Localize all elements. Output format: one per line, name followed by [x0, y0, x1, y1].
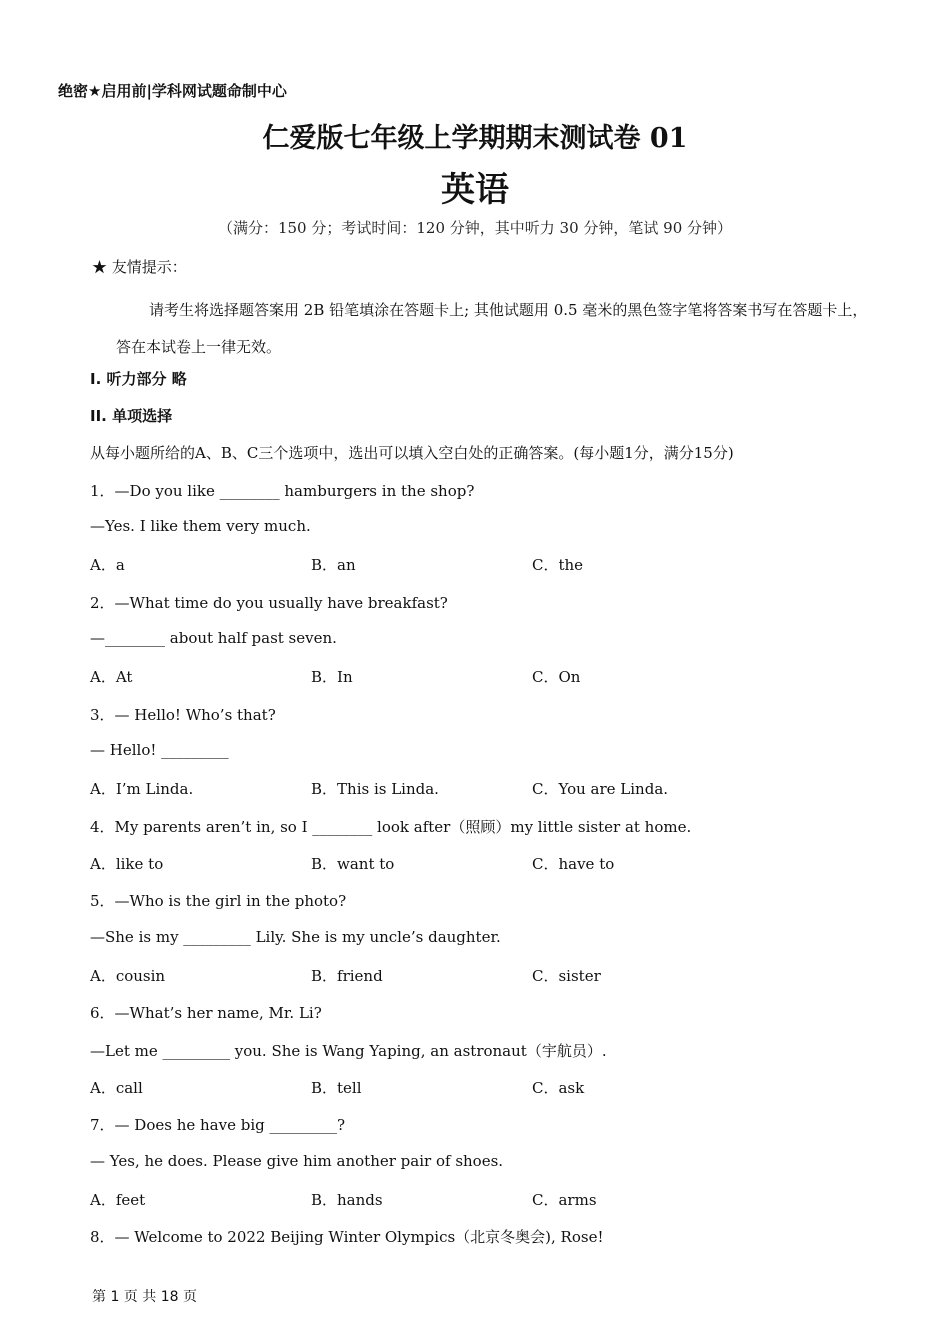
section-listening: I. 听力部分 略: [90, 370, 187, 388]
option-c: C．arms: [532, 1191, 597, 1209]
option-b: B．In: [311, 668, 353, 686]
option-c: C．the: [532, 556, 584, 574]
option-a: A．like to: [90, 855, 164, 873]
section-single-choice: II. 单项选择: [90, 407, 173, 425]
option-b: B．an: [311, 556, 356, 574]
option-b: B．friend: [311, 967, 383, 985]
option-a: A．I’m Linda.: [90, 780, 194, 798]
question-line: 4．My parents aren’t in, so I ________ look after（照顾）my little sister at home.: [90, 818, 692, 836]
option-c: C．have to: [532, 855, 615, 873]
option-a: A．a: [90, 556, 125, 574]
confidential-label: 绝密★启用前|学科网试题命制中心: [58, 82, 287, 100]
option-b: B．hands: [311, 1191, 383, 1209]
tips-text: 请考生将选择题答案用 2B 铅笔填涂在答题卡上; 其他试题用 0.5 毫米的黑色签字笔将答案书写在答题卡上，答在本试卷上一律无效。: [116, 301, 868, 356]
score-info: （满分：150 分；考试时间：120 分钟，其中听力 30 分钟，笔试 90 分钟）: [217, 219, 733, 237]
page-number: 第 1 页 共 18 页: [92, 1289, 197, 1305]
question-line: 7．— Does he have big _________?: [90, 1116, 346, 1134]
option-b: B．tell: [311, 1079, 362, 1097]
question-line: 3．— Hello! Who’s that?: [90, 706, 276, 724]
option-c: C．On: [532, 668, 581, 686]
question-line: 2．—What time do you usually have breakfast?: [90, 594, 448, 612]
option-a: A．feet: [90, 1191, 146, 1209]
question-line: 1．—Do you like ________ hamburgers in the shop?: [90, 482, 475, 500]
question-line: 8．— Welcome to 2022 Beijing Winter Olympics（北京冬奥会), Rose!: [90, 1228, 604, 1246]
option-a: A．cousin: [90, 967, 166, 985]
question-line: —She is my _________ Lily. She is my uncle’s daughter.: [90, 928, 501, 946]
question-line: —________ about half past seven.: [90, 629, 337, 647]
tips-heading: ★ 友情提示：: [92, 258, 187, 276]
section-instructions: 从每小题所给的A、B、C三个选项中，选出可以填入空白处的正确答案。(每小题1分，满分15分): [90, 444, 734, 462]
question-line: —Let me _________ you. She is Wang Yaping, an astronaut（宇航员）.: [90, 1042, 607, 1060]
option-c: C．sister: [532, 967, 601, 985]
question-line: —Yes. I like them very much.: [90, 517, 311, 535]
exam-title: 仁爱版七年级上学期期末测试卷 01: [262, 123, 688, 154]
option-b: B．want to: [311, 855, 395, 873]
option-a: A．call: [90, 1079, 143, 1097]
option-a: A．At: [90, 668, 133, 686]
question-line: — Hello! _________: [90, 741, 229, 759]
option-b: B．This is Linda.: [311, 780, 439, 798]
option-c: C．You are Linda.: [532, 780, 669, 798]
question-line: 6．—What’s her name, Mr. Li?: [90, 1004, 322, 1022]
option-c: C．ask: [532, 1079, 585, 1097]
exam-subject: 英语: [441, 170, 509, 210]
question-line: — Yes, he does. Please give him another pair of shoes.: [90, 1152, 504, 1170]
question-line: 5．—Who is the girl in the photo?: [90, 892, 347, 910]
